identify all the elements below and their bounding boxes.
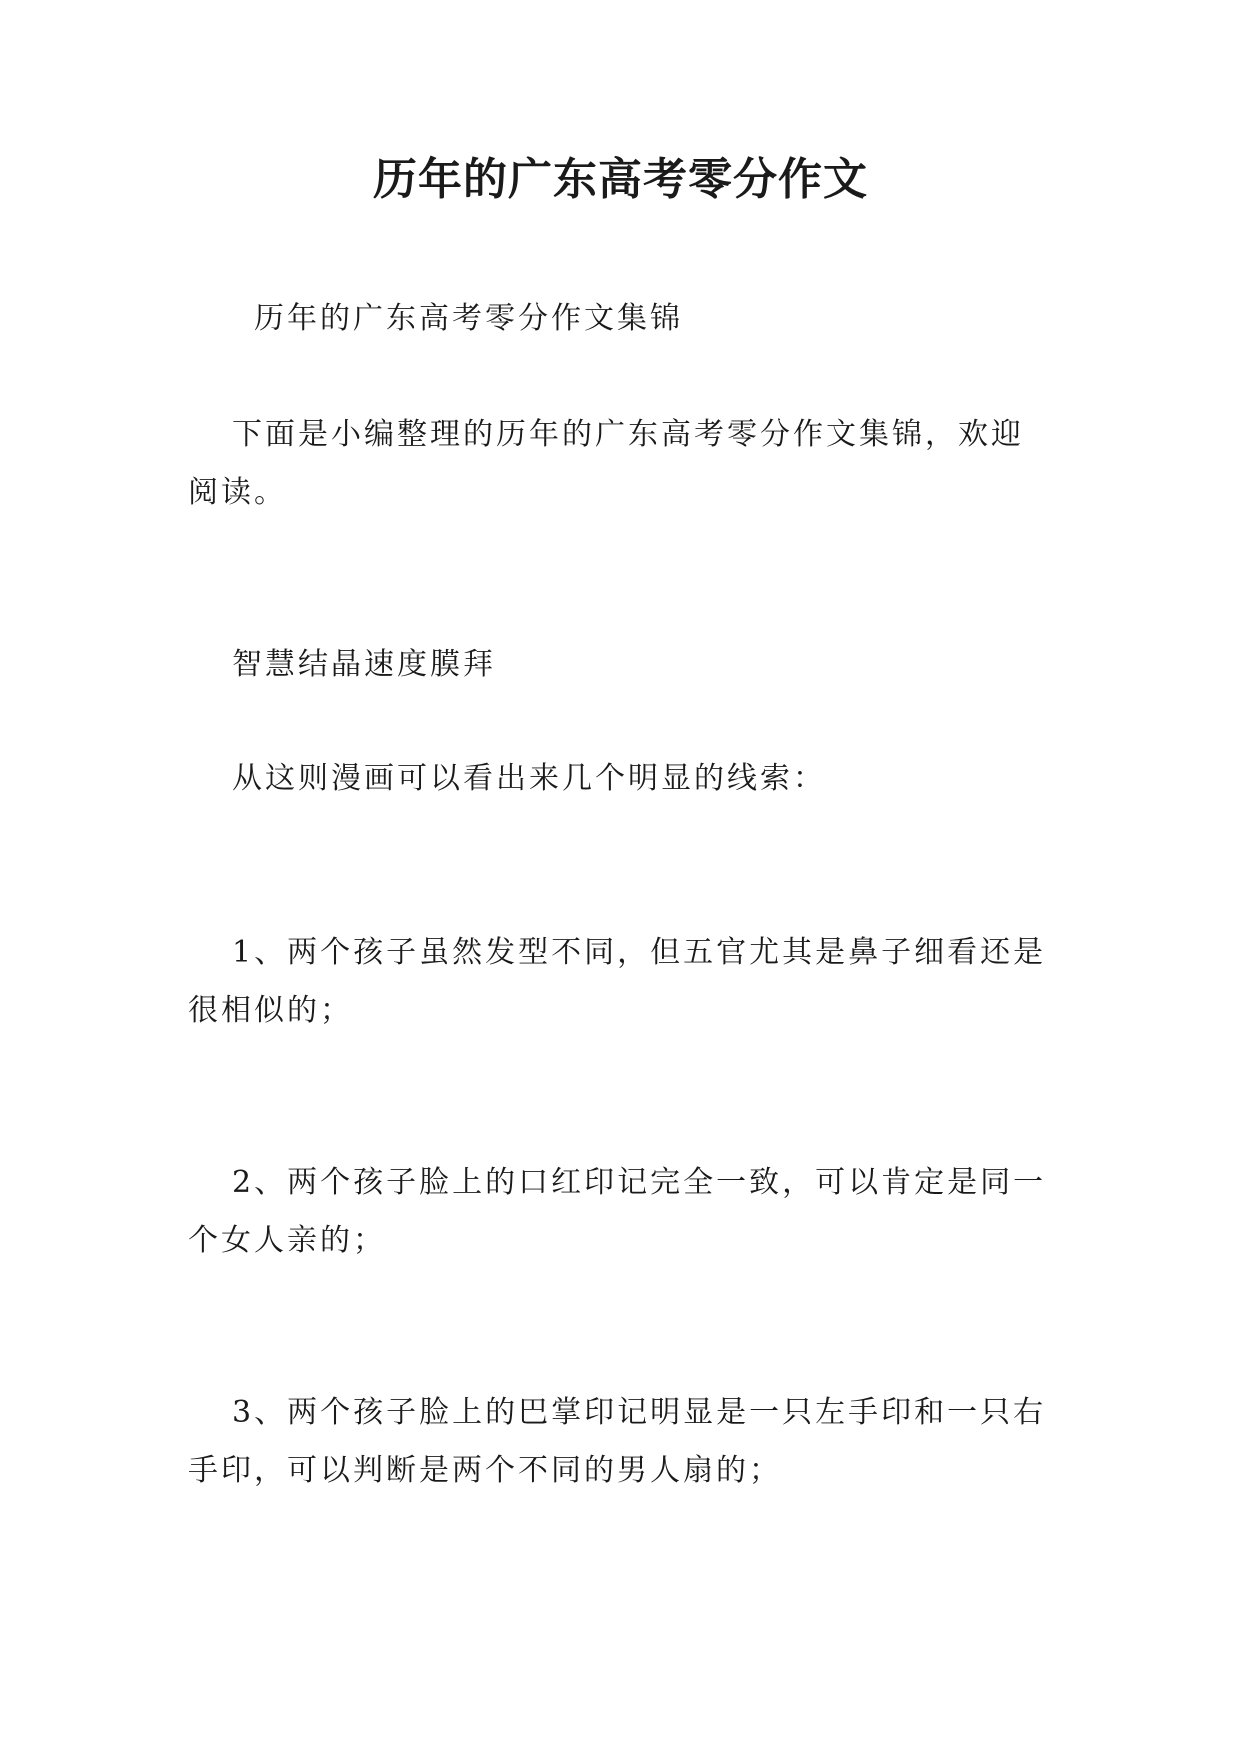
list-item: 3、两个孩子脸上的巴掌印记明显是一只左手印和一只右手印，可以判断是两个不同的男人扇的；: [188, 1395, 1047, 1488]
essay-title: 智慧结晶速度膜拜: [232, 647, 496, 682]
page-title: 历年的广东高考零分作文: [373, 154, 868, 205]
subtitle: 历年的广东高考零分作文集锦: [254, 301, 683, 336]
list-item: 1、两个孩子虽然发型不同，但五官尤其是鼻子细看还是很相似的；: [188, 935, 1047, 1028]
lead-paragraph: 从这则漫画可以看出来几个明显的线索：: [232, 761, 826, 796]
list-item: 2、两个孩子脸上的口红印记完全一致，可以肯定是同一个女人亲的；: [188, 1165, 1047, 1258]
intro-paragraph: 下面是小编整理的历年的广东高考零分作文集锦，欢迎阅读。: [188, 417, 1024, 510]
